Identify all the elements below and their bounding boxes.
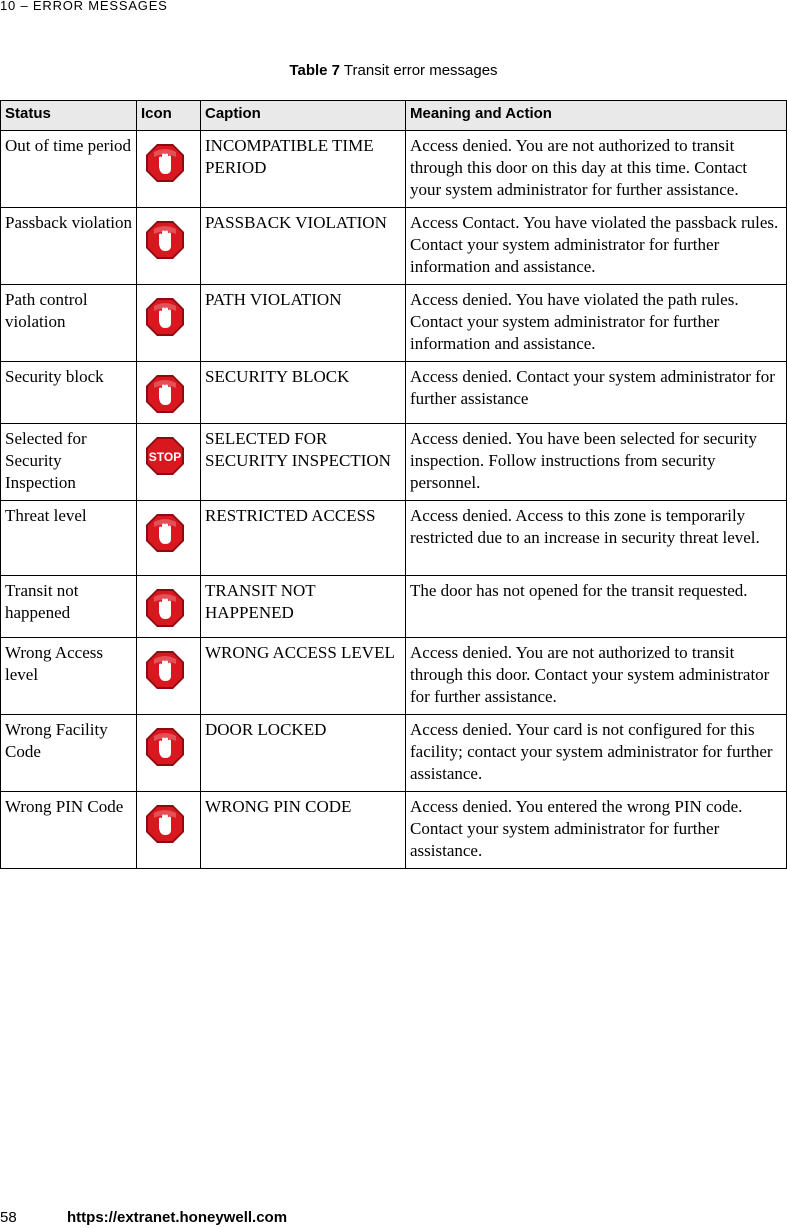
icon-cell	[137, 362, 201, 424]
meaning-cell: The door has not opened for the transit requested.	[406, 576, 787, 638]
hand-stop-icon	[145, 804, 185, 844]
table-row	[1, 285, 787, 362]
meaning-cell: Access denied. You have been selected for security inspection. Follow instructions from security personnel.	[406, 424, 787, 501]
table-caption-text: Transit error messages	[343, 62, 498, 79]
table-row	[1, 501, 787, 576]
caption-cell: PASSBACK VIOLATION	[201, 208, 406, 285]
column-header-caption: Caption	[201, 101, 406, 131]
stop-sign-text: STOP	[148, 450, 182, 464]
meaning-cell: Access denied. You are not authorized to transit through this door. Contact your system administrator for further assistance.	[406, 638, 787, 715]
caption-cell: RESTRICTED ACCESS	[201, 501, 406, 576]
meaning-cell: Access Contact. You have violated the passback rules. Contact your system administrator for further information and assistance.	[406, 208, 787, 285]
status-cell: Selected for Security Inspection	[1, 424, 137, 501]
hand-stop-icon	[145, 220, 185, 260]
stop-sign-icon	[145, 436, 185, 476]
footer-url: https://extranet.honeywell.com	[67, 1209, 288, 1226]
table-row	[1, 131, 787, 208]
transit-error-table	[0, 100, 787, 869]
meaning-cell: Access denied. Contact your system administrator for further assistance	[406, 362, 787, 424]
status-cell: Wrong PIN Code	[1, 792, 137, 869]
table-row	[1, 715, 787, 792]
caption-cell: DOOR LOCKED	[201, 715, 406, 792]
icon-cell	[137, 501, 201, 576]
meaning-cell: Access denied. You have violated the path rules. Contact your system administrator for further information and assistance.	[406, 285, 787, 362]
column-header-meaning: Meaning and Action	[406, 101, 787, 131]
hand-stop-icon	[145, 513, 185, 553]
icon-cell	[137, 792, 201, 869]
running-head: 10 – ERROR MESSAGES	[0, 0, 168, 13]
table-row	[1, 638, 787, 715]
meaning-cell: Access denied. You entered the wrong PIN code. Contact your system administrator for further assistance.	[406, 792, 787, 869]
hand-stop-icon	[145, 374, 185, 414]
page-number: 58	[0, 1209, 17, 1226]
column-header-status: Status	[1, 101, 137, 131]
caption-cell: WRONG ACCESS LEVEL	[201, 638, 406, 715]
table-caption	[0, 62, 787, 79]
status-cell: Wrong Access level	[1, 638, 137, 715]
table-row	[1, 362, 787, 424]
icon-cell	[137, 715, 201, 792]
status-cell: Out of time period	[1, 131, 137, 208]
hand-stop-icon	[145, 588, 185, 628]
hand-stop-icon	[145, 297, 185, 337]
caption-cell: PATH VIOLATION	[201, 285, 406, 362]
caption-cell: TRANSIT NOT HAPPENED	[201, 576, 406, 638]
icon-cell	[137, 576, 201, 638]
hand-stop-icon	[145, 650, 185, 690]
hand-stop-icon	[145, 143, 185, 183]
table-header-row	[1, 101, 787, 131]
caption-cell: WRONG PIN CODE	[201, 792, 406, 869]
table-row	[1, 576, 787, 638]
status-cell: Threat level	[1, 501, 137, 576]
icon-cell	[137, 131, 201, 208]
hand-stop-icon	[145, 727, 185, 767]
meaning-cell: Access denied. You are not authorized to transit through this door on this day at this time. Contact your system administrator for further assistance.	[406, 131, 787, 208]
table-row	[1, 424, 787, 501]
icon-cell	[137, 285, 201, 362]
icon-cell	[137, 638, 201, 715]
status-cell: Path control violation	[1, 285, 137, 362]
table-caption-label: Table 7	[289, 62, 340, 79]
icon-cell	[137, 424, 201, 501]
status-cell: Passback violation	[1, 208, 137, 285]
status-cell: Wrong Facility Code	[1, 715, 137, 792]
caption-cell: SELECTED FOR SECURITY INSPECTION	[201, 424, 406, 501]
status-cell: Transit not happened	[1, 576, 137, 638]
meaning-cell: Access denied. Your card is not configured for this facility; contact your system administrator for further assistance.	[406, 715, 787, 792]
table-row	[1, 208, 787, 285]
icon-cell	[137, 208, 201, 285]
meaning-cell: Access denied. Access to this zone is temporarily restricted due to an increase in security threat level.	[406, 501, 787, 576]
status-cell: Security block	[1, 362, 137, 424]
caption-cell: SECURITY BLOCK	[201, 362, 406, 424]
column-header-icon: Icon	[137, 101, 201, 131]
caption-cell: INCOMPATIBLE TIME PERIOD	[201, 131, 406, 208]
table-row	[1, 792, 787, 869]
